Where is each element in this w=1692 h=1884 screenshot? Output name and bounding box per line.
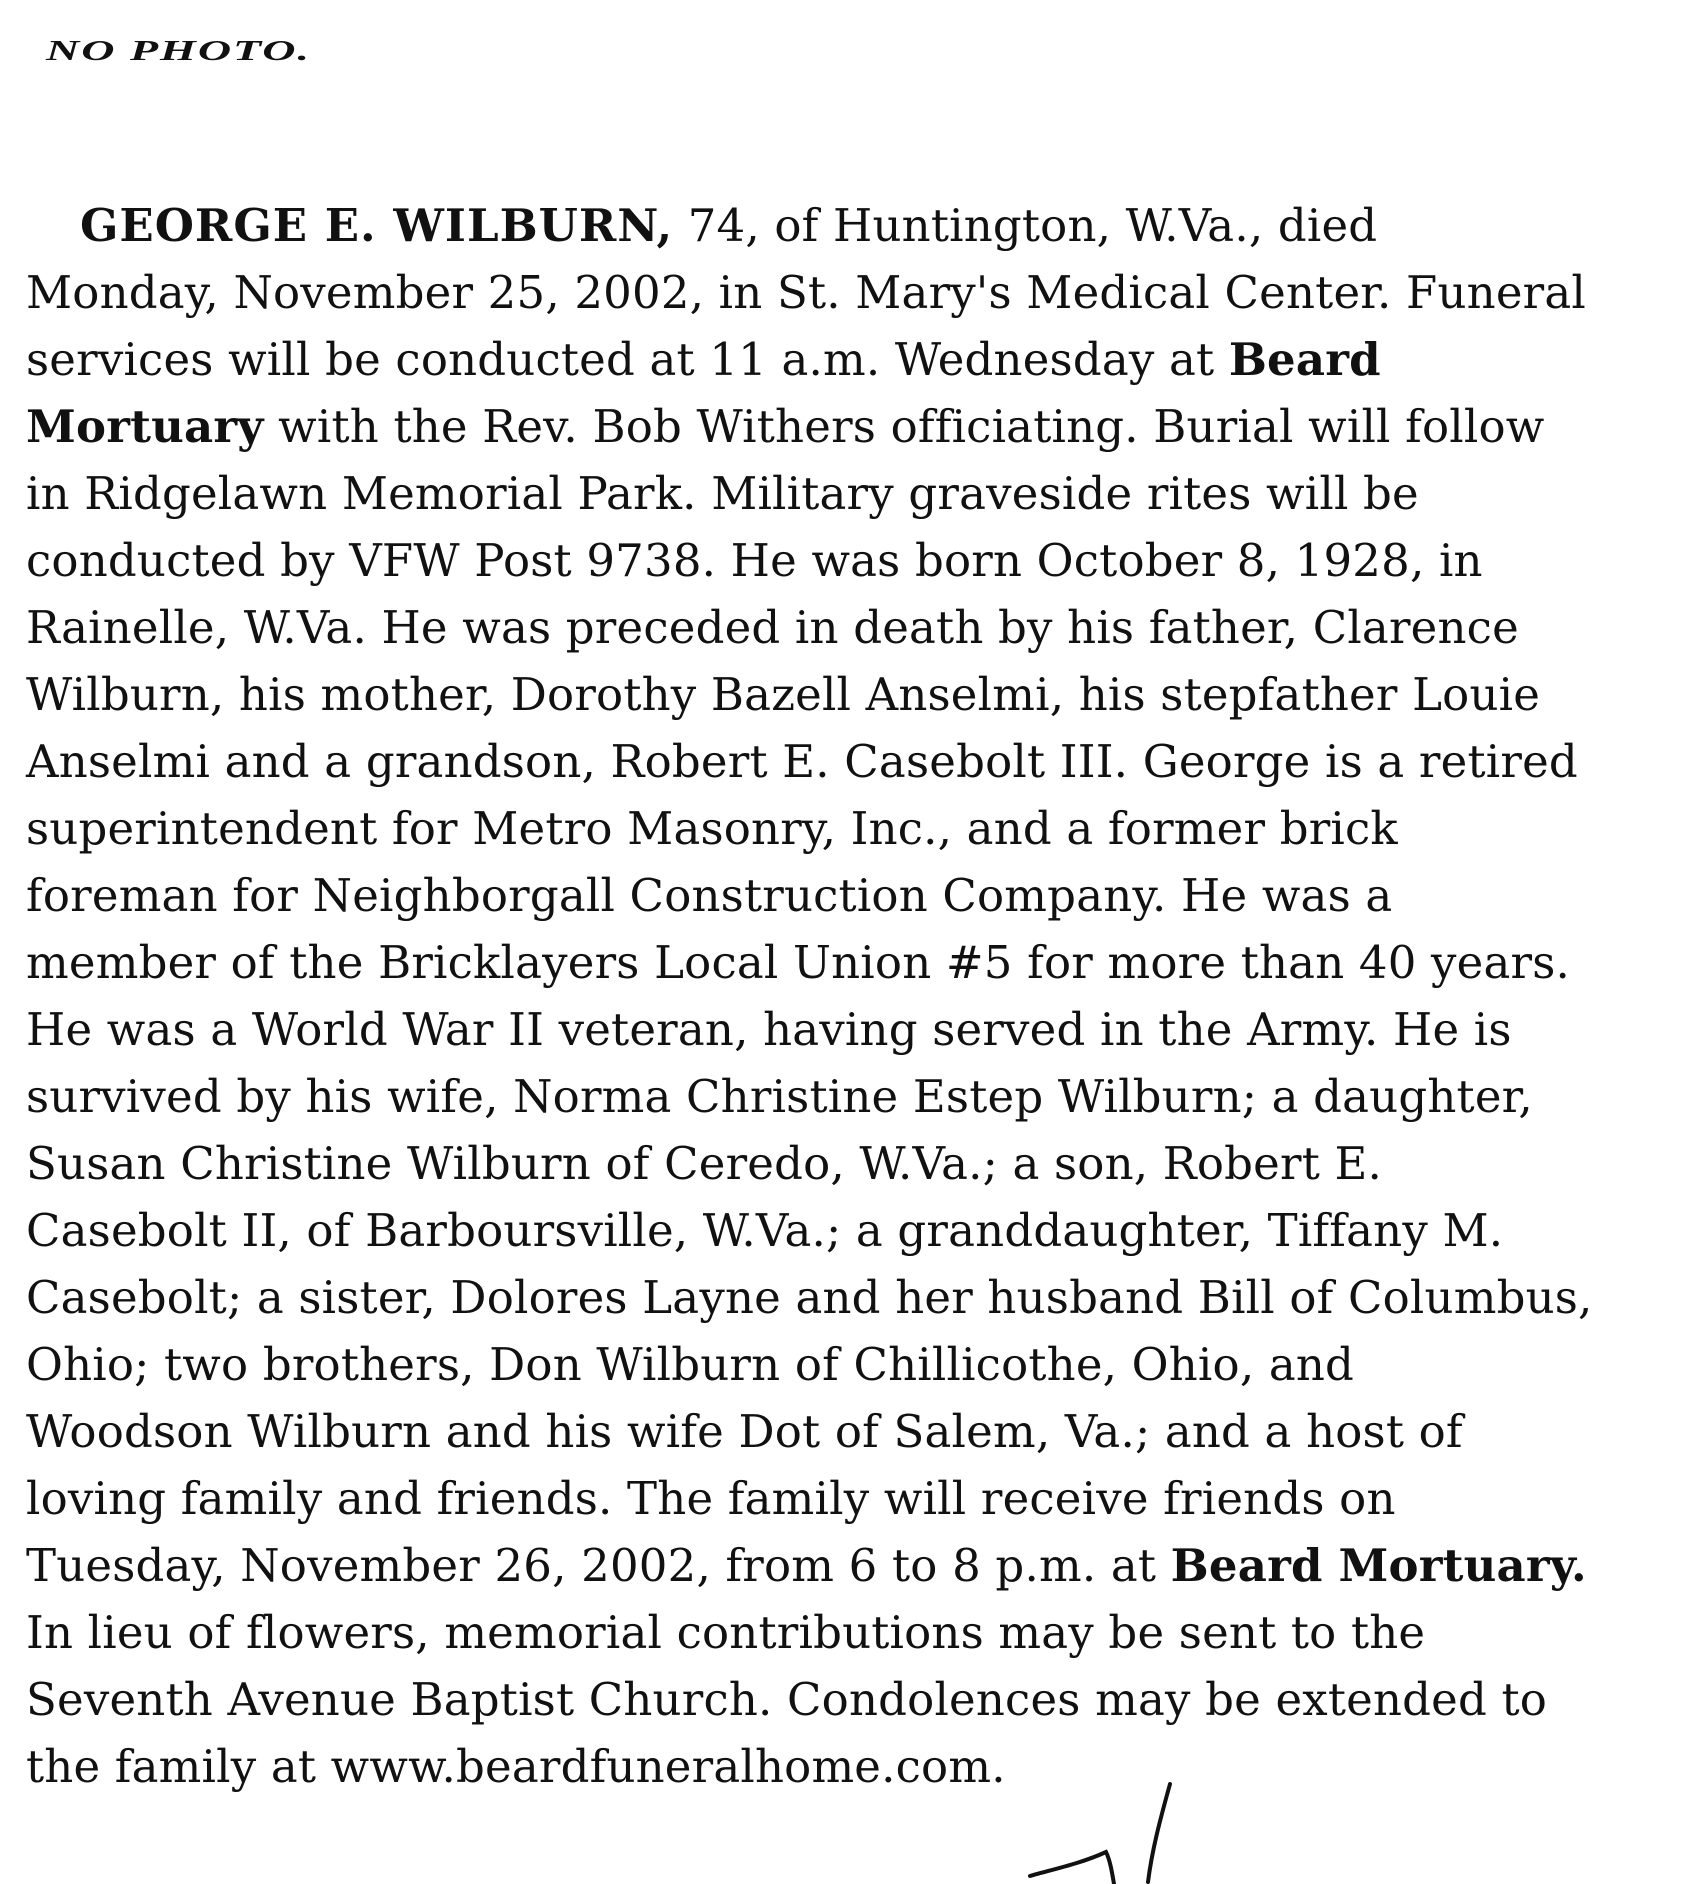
line-text: 74, of Huntington, W.Va., died (673, 199, 1378, 252)
obituary-line: survived by his wife, Norma Christine Estep Wilburn; a daughter, (26, 1070, 1533, 1123)
obituary-line (26, 192, 1686, 259)
obituary-line: Monday, November 25, 2002, in St. Mary's Medical Center. Funeral (26, 266, 1587, 319)
obituary-line: loving family and friends. The family will receive friends on (26, 1472, 1396, 1525)
obituary-line: Woodson Wilburn and his wife Dot of Salem, Va.; and a host of (26, 1405, 1463, 1458)
obituary-line: member of the Bricklayers Local Union #5 for more than 40 years. (26, 936, 1571, 989)
obituary-line: conducted by VFW Post 9738. He was born October 8, 1928, in (26, 534, 1483, 587)
funeral-home-name: Mortuary (26, 400, 264, 453)
obituary-line (26, 393, 1686, 460)
obituary-line: in Ridgelawn Memorial Park. Military graveside rites will be (26, 467, 1419, 520)
obituary-article (26, 192, 1686, 1800)
pen-mark (1010, 1780, 1190, 1884)
obituary-line: Anselmi and a grandson, Robert E. Casebolt III. George is a retired (26, 735, 1578, 788)
obituary-line: Casebolt II, of Barboursville, W.Va.; a granddaughter, Tiffany M. (26, 1204, 1504, 1257)
obituary-line: He was a World War II veteran, having served in the Army. He is (26, 1003, 1512, 1056)
obituary-line: In lieu of flowers, memorial contributions may be sent to the (26, 1606, 1426, 1659)
obituary-line: Ohio; two brothers, Don Wilburn of Chillicothe, Ohio, and (26, 1338, 1355, 1391)
line-text: Tuesday, November 26, 2002, from 6 to 8 p.m. at (26, 1539, 1171, 1592)
obituary-line (26, 1532, 1686, 1599)
obituary-line: Casebolt; a sister, Dolores Layne and her husband Bill of Columbus, (26, 1271, 1593, 1324)
funeral-home-name: Beard Mortuary. (1170, 1539, 1587, 1592)
line-text: with the Rev. Bob Withers officiating. Burial will follow (263, 400, 1545, 453)
obituary-line: the family at www.beardfuneralhome.com. (26, 1740, 1006, 1793)
obituary-line: Susan Christine Wilburn of Ceredo, W.Va.; a son, Robert E. (26, 1137, 1383, 1190)
obituary-line: foreman for Neighborgall Construction Company. He was a (26, 869, 1393, 922)
clip-header-label: NO PHOTO. (46, 34, 312, 67)
obituary-line: Rainelle, W.Va. He was preceded in death by his father, Clarence (26, 601, 1519, 654)
funeral-home-name: Beard (1228, 333, 1381, 386)
line-text: services will be conducted at 11 a.m. Wednesday at (26, 333, 1229, 386)
deceased-name: GEORGE E. WILBURN, (80, 199, 674, 252)
obituary-line (26, 326, 1686, 393)
obituary-line: Wilburn, his mother, Dorothy Bazell Anselmi, his stepfather Louie (26, 668, 1541, 721)
obituary-line: superintendent for Metro Masonry, Inc., and a former brick (26, 802, 1398, 855)
obituary-line: Seventh Avenue Baptist Church. Condolences may be extended to (26, 1673, 1548, 1726)
